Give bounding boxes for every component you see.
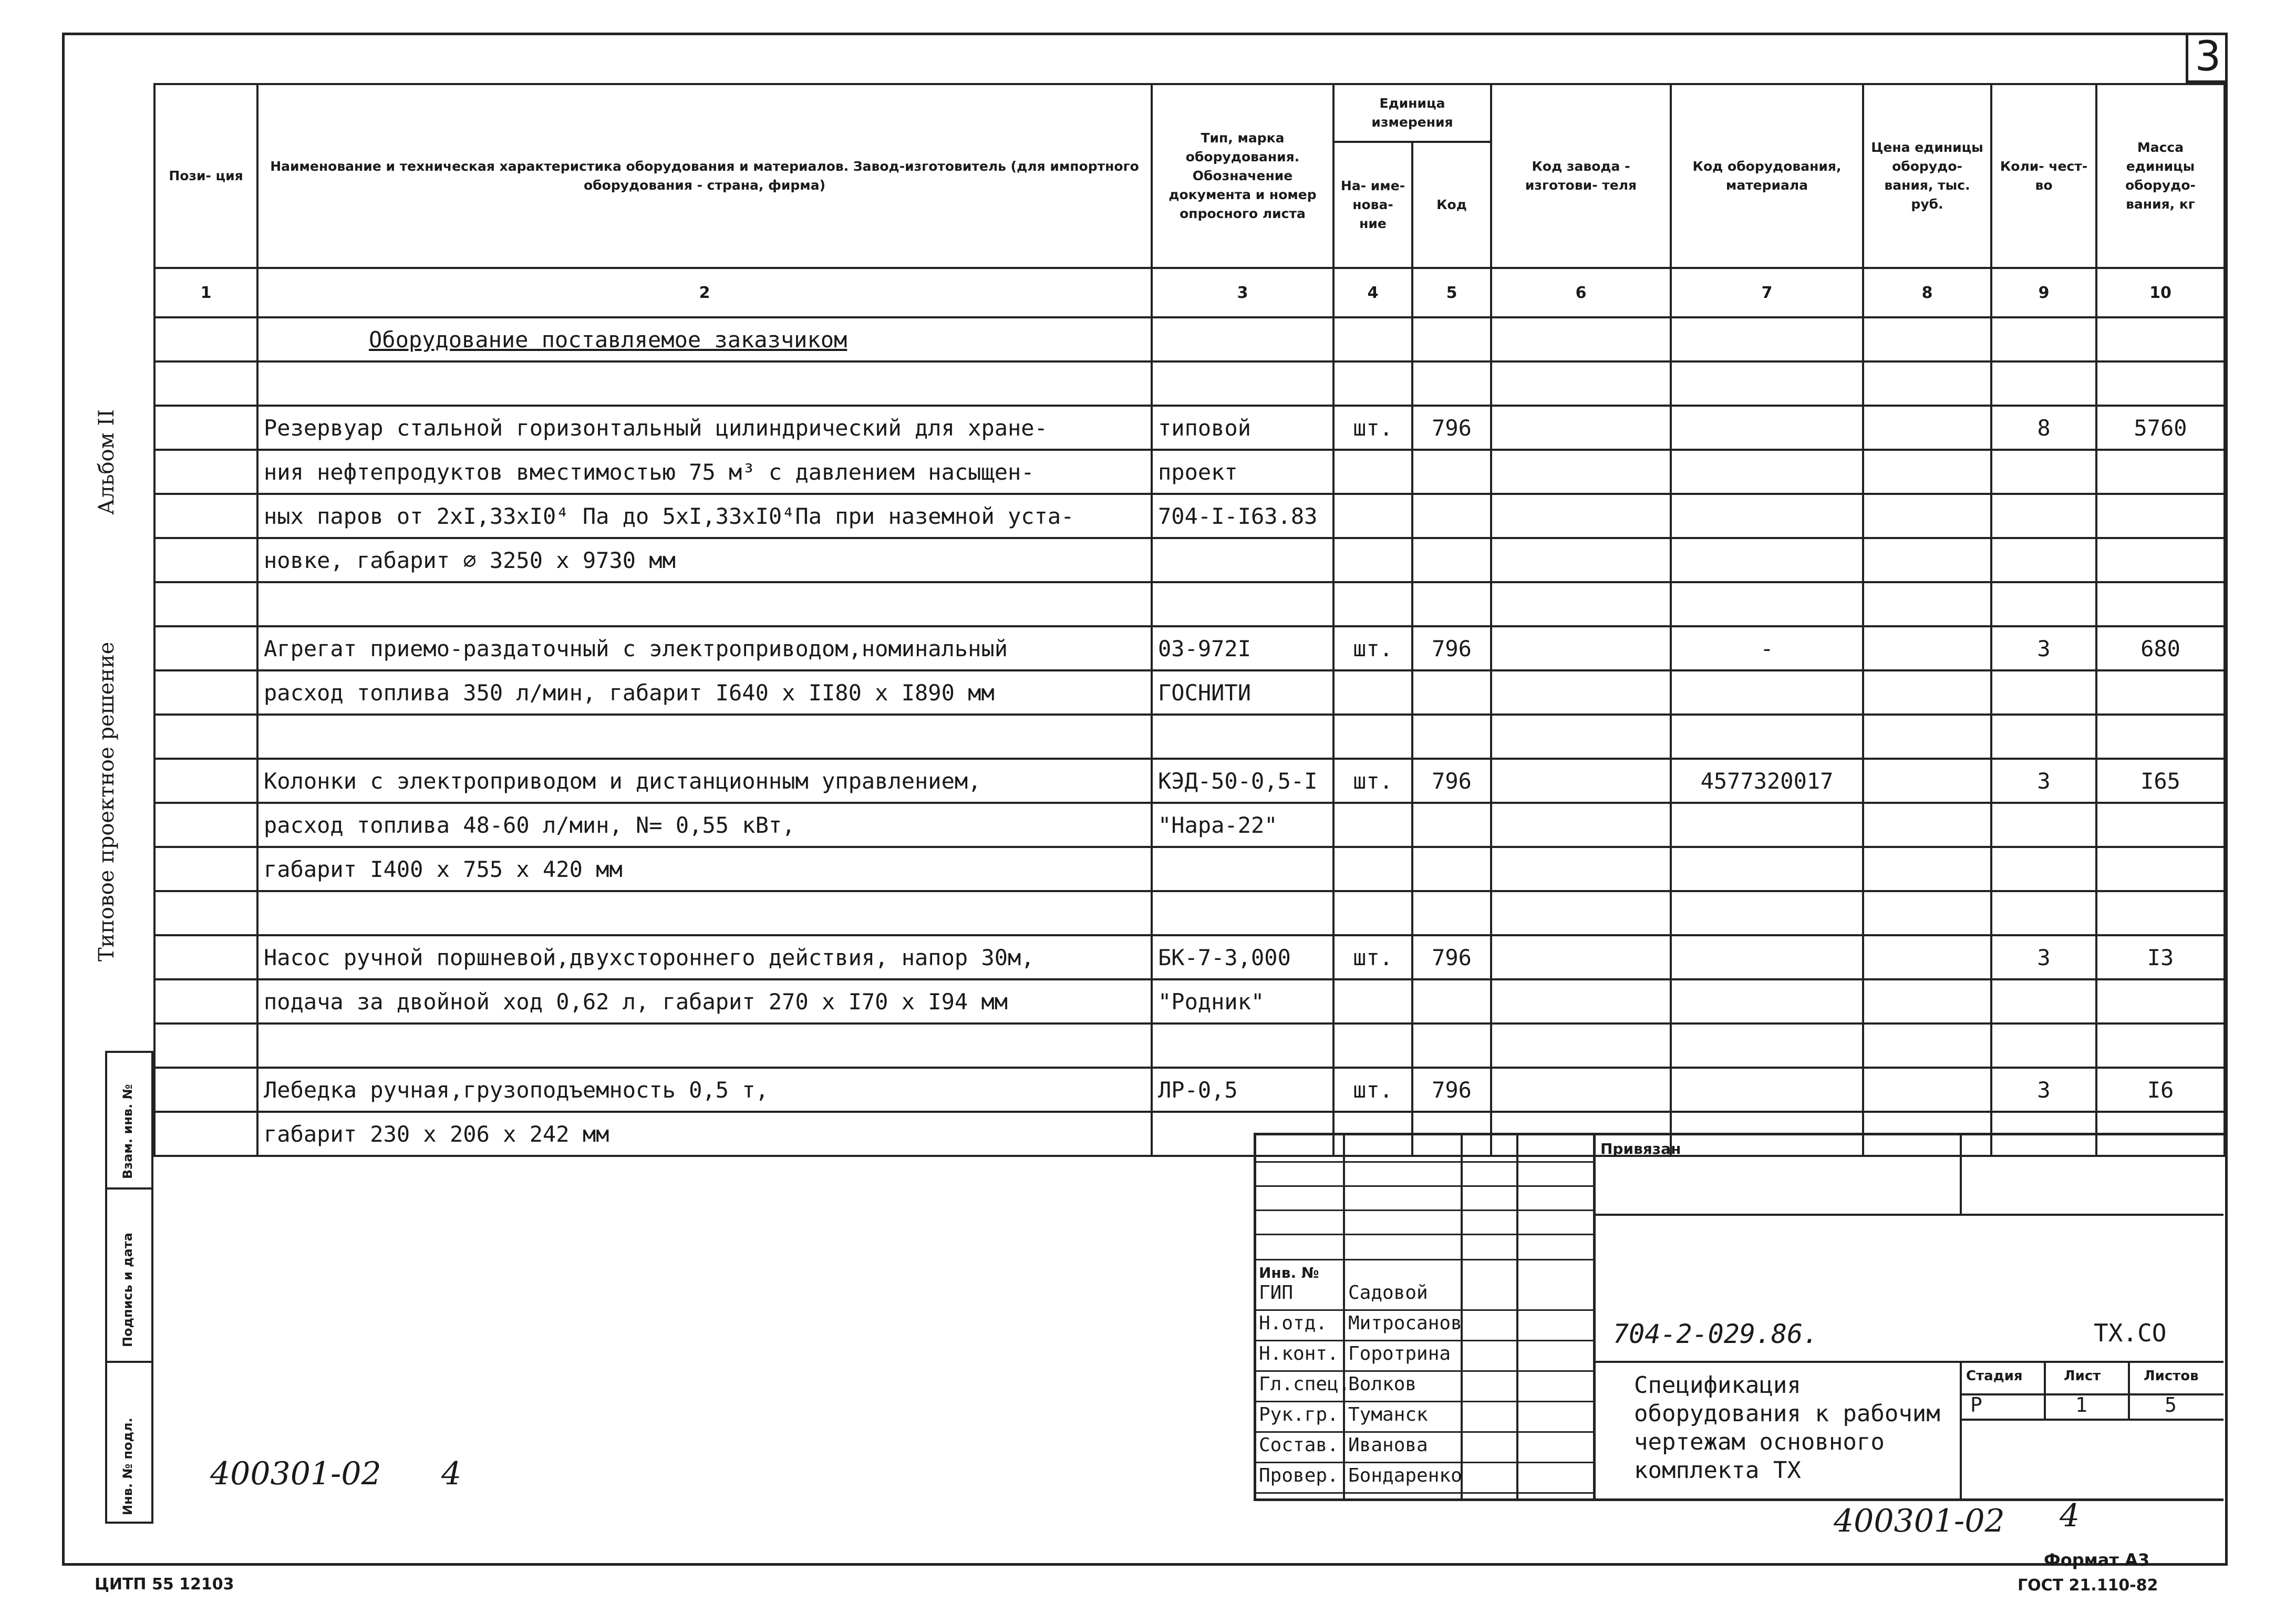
stamp-role: ГИП xyxy=(1259,1282,1294,1304)
row-equipment-code xyxy=(1671,406,1863,450)
row-unit-code xyxy=(1412,891,1491,935)
table-row xyxy=(154,450,2225,494)
stamp-role: Гл.спец. xyxy=(1259,1373,1350,1395)
row-quantity xyxy=(1991,361,2096,406)
document-title: Спецификация оборудования к рабочим чертежам основного комплекта ТХ xyxy=(1634,1372,1940,1484)
inv-orig-label: Инв. № подл. xyxy=(120,1418,135,1515)
table-row xyxy=(154,317,2225,361)
row-type: "Родник" xyxy=(1152,979,1333,1023)
row-equipment-code: 4577320017 xyxy=(1671,759,1863,803)
row-unit-code xyxy=(1412,847,1491,891)
table-row xyxy=(154,935,2225,979)
table-row xyxy=(154,979,2225,1023)
row-type xyxy=(1152,361,1333,406)
row-type: типовой xyxy=(1152,406,1333,450)
row-quantity xyxy=(1991,891,2096,935)
row-quantity: 3 xyxy=(1991,626,2096,670)
stamp-role: Состав. xyxy=(1259,1434,1339,1456)
stamp-role: Н.конт. xyxy=(1259,1343,1339,1364)
row-quantity xyxy=(1991,538,2096,582)
row-mass xyxy=(2096,450,2225,494)
row-equipment-code: - xyxy=(1671,626,1863,670)
header-unit-name: На- име- нова- ние xyxy=(1333,142,1412,268)
row-unit xyxy=(1333,1023,1412,1068)
stamp-name: Туманск xyxy=(1348,1404,1428,1425)
row-unit-code xyxy=(1412,494,1491,538)
row-unit-code: 796 xyxy=(1412,759,1491,803)
row-type xyxy=(1152,317,1333,361)
row-mass xyxy=(2096,847,2225,891)
row-quantity xyxy=(1991,1023,2096,1068)
row-mass: 680 xyxy=(2096,626,2225,670)
table-row xyxy=(154,1068,2225,1112)
doc-mark: ТХ.СО xyxy=(2094,1319,2167,1347)
row-unit xyxy=(1333,582,1412,626)
sheets-value: 5 xyxy=(2165,1393,2177,1416)
format-label: Формат А3 xyxy=(2044,1550,2150,1570)
row-mass xyxy=(2096,891,2225,935)
handwritten-number-right: 400301-02 xyxy=(1834,1503,2005,1539)
row-type: 704-I-I63.83 xyxy=(1152,494,1333,538)
table-row xyxy=(154,715,2225,759)
row-mass: I6 xyxy=(2096,1068,2225,1112)
row-type: 03-972I xyxy=(1152,626,1333,670)
row-unit-code xyxy=(1412,538,1491,582)
stamp-inv-no-label: Инв. № xyxy=(1259,1264,1319,1281)
row-name: Резервуар стальной горизонтальный цилиндрический для хране- xyxy=(257,406,1152,450)
handwritten-mark-left: 4 xyxy=(441,1455,462,1492)
row-type: "Нара-22" xyxy=(1152,803,1333,847)
row-unit-code xyxy=(1412,1023,1491,1068)
row-unit xyxy=(1333,847,1412,891)
sheet-value: 1 xyxy=(2075,1393,2087,1416)
row-mass xyxy=(2096,670,2225,715)
stamp-name: Горотрина xyxy=(1348,1343,1451,1364)
row-type: ГОСНИТИ xyxy=(1152,670,1333,715)
row-equipment-code xyxy=(1671,935,1863,979)
column-numbers-row: 1 2 3 4 5 6 7 8 9 10 xyxy=(154,268,2225,317)
stamp-role: Н.отд. xyxy=(1259,1312,1328,1334)
row-equipment-code xyxy=(1671,1023,1863,1068)
row-equipment-code xyxy=(1671,538,1863,582)
row-equipment-code xyxy=(1671,1068,1863,1112)
row-unit xyxy=(1333,450,1412,494)
row-type xyxy=(1152,715,1333,759)
row-quantity: 3 xyxy=(1991,759,2096,803)
row-quantity: 8 xyxy=(1991,406,2096,450)
stamp-name: Митросанов xyxy=(1348,1312,1462,1334)
row-unit xyxy=(1333,891,1412,935)
row-unit: шт. xyxy=(1333,406,1412,450)
doc-code: 704-2-029.86. xyxy=(1613,1319,1819,1349)
row-unit: шт. xyxy=(1333,935,1412,979)
row-equipment-code xyxy=(1671,803,1863,847)
stamp-name: Садовой xyxy=(1348,1282,1428,1304)
side-label-project: Типовое проектное решение xyxy=(95,642,119,961)
side-label-album: Альбом II xyxy=(95,409,119,515)
row-mass: I3 xyxy=(2096,935,2225,979)
row-name: ных паров от 2хI,33хI0⁴ Па до 5хI,33хI0⁴Па при наземной уста- xyxy=(257,494,1152,538)
row-equipment-code xyxy=(1671,494,1863,538)
inv-replace-label: Взам. инв. № xyxy=(120,1084,135,1179)
row-equipment-code xyxy=(1671,891,1863,935)
row-unit-code: 796 xyxy=(1412,406,1491,450)
row-unit-code xyxy=(1412,361,1491,406)
row-mass xyxy=(2096,538,2225,582)
row-quantity xyxy=(1991,450,2096,494)
header-type: Тип, марка оборудования. Обозначение документа и номер опросного листа xyxy=(1152,84,1333,268)
row-unit-code xyxy=(1412,317,1491,361)
row-type xyxy=(1152,1023,1333,1068)
stamp-role: Провер. xyxy=(1259,1465,1339,1486)
row-name: габарит 230 х 206 х 242 мм xyxy=(257,1112,1152,1156)
table-row xyxy=(154,538,2225,582)
row-unit xyxy=(1333,803,1412,847)
row-unit xyxy=(1333,538,1412,582)
row-unit xyxy=(1333,670,1412,715)
row-unit-code xyxy=(1412,803,1491,847)
row-unit xyxy=(1333,979,1412,1023)
row-unit xyxy=(1333,361,1412,406)
row-equipment-code xyxy=(1671,361,1863,406)
header-price: Цена единицы оборудо- вания, тыс. руб. xyxy=(1863,84,1991,268)
row-equipment-code xyxy=(1671,715,1863,759)
stage-label: Стадия xyxy=(1966,1368,2023,1384)
row-type xyxy=(1152,891,1333,935)
row-name: расход топлива 350 л/мин, габарит I640 х II80 х I890 мм xyxy=(257,670,1152,715)
header-mass: Масса единицы оборудо- вания, кг xyxy=(2096,84,2225,268)
row-unit xyxy=(1333,317,1412,361)
row-name: Насос ручной поршневой,двухстороннего действия, напор 30м, xyxy=(257,935,1152,979)
row-mass xyxy=(2096,317,2225,361)
row-unit: шт. xyxy=(1333,1068,1412,1112)
row-quantity xyxy=(1991,803,2096,847)
row-mass xyxy=(2096,715,2225,759)
row-type: КЭД-50-0,5-I xyxy=(1152,759,1333,803)
sheet-mark: 3 xyxy=(2186,33,2228,83)
row-type: БК-7-3,000 xyxy=(1152,935,1333,979)
row-unit xyxy=(1333,715,1412,759)
row-mass xyxy=(2096,979,2225,1023)
stage-value: Р xyxy=(1970,1393,1982,1416)
header-position: Пози- ция xyxy=(154,84,257,268)
row-quantity xyxy=(1991,979,2096,1023)
table-row xyxy=(154,759,2225,803)
footer-right: ГОСТ 21.110-82 xyxy=(2018,1576,2158,1595)
row-name: Лебедка ручная,грузоподъемность 0,5 т, xyxy=(257,1068,1152,1112)
row-mass xyxy=(2096,803,2225,847)
row-quantity xyxy=(1991,317,2096,361)
header-name: Наименование и техническая характеристика оборудования и материалов. Завод-изготовитель (для импортного оборудования - страна, фирма) xyxy=(257,84,1152,268)
row-unit: шт. xyxy=(1333,626,1412,670)
row-equipment-code xyxy=(1671,317,1863,361)
header-equipment-code: Код оборудования, материала xyxy=(1671,84,1863,268)
row-quantity xyxy=(1991,847,2096,891)
row-name: расход топлива 48-60 л/мин, N= 0,55 кВт, xyxy=(257,803,1152,847)
row-name xyxy=(257,361,1152,406)
row-quantity xyxy=(1991,494,2096,538)
row-equipment-code xyxy=(1671,450,1863,494)
table-row xyxy=(154,494,2225,538)
table-row xyxy=(154,361,2225,406)
specification-table xyxy=(153,83,2226,1157)
row-name: ния нефтепродуктов вместимостью 75 м³ с давлением насыщен- xyxy=(257,450,1152,494)
row-name: новке, габарит ∅ 3250 х 9730 мм xyxy=(257,538,1152,582)
header-unit-group: Единица измерения xyxy=(1333,84,1491,142)
table-row xyxy=(154,406,2225,450)
stamp-name: Иванова xyxy=(1348,1434,1428,1456)
row-unit-code xyxy=(1412,715,1491,759)
sheets-label: Листов xyxy=(2144,1368,2199,1384)
row-unit: шт. xyxy=(1333,759,1412,803)
row-unit xyxy=(1333,494,1412,538)
table-row xyxy=(154,847,2225,891)
row-name: Агрегат приемо-раздаточный с электроприводом,номинальный xyxy=(257,626,1152,670)
row-unit-code xyxy=(1412,450,1491,494)
handwritten-number-left: 400301-02 xyxy=(210,1455,381,1492)
row-name: габарит I400 х 755 х 420 мм xyxy=(257,847,1152,891)
stamp-name: Волков xyxy=(1348,1373,1417,1395)
row-mass xyxy=(2096,1023,2225,1068)
header-factory-code: Код завода - изготови- теля xyxy=(1491,84,1671,268)
row-name: подача за двойной ход 0,62 л, габарит 270 х I70 х I94 мм xyxy=(257,979,1152,1023)
row-unit-code xyxy=(1412,582,1491,626)
row-type xyxy=(1152,582,1333,626)
row-name: Колонки с электроприводом и дистанционным управлением, xyxy=(257,759,1152,803)
handwritten-mark-right: 4 xyxy=(2060,1497,2080,1534)
footer-left: ЦИТП 55 12103 xyxy=(95,1575,234,1594)
row-name xyxy=(257,1023,1152,1068)
row-type: проект xyxy=(1152,450,1333,494)
table-row xyxy=(154,626,2225,670)
sheet-label: Лист xyxy=(2064,1368,2101,1384)
row-mass xyxy=(2096,361,2225,406)
header-unit-code: Код xyxy=(1412,142,1491,268)
row-mass: 5760 xyxy=(2096,406,2225,450)
left-strip xyxy=(105,1051,153,1524)
row-equipment-code xyxy=(1671,582,1863,626)
row-unit-code: 796 xyxy=(1412,1068,1491,1112)
stamp-name: Бондаренко xyxy=(1348,1465,1462,1486)
stamp-role: Рук.гр. xyxy=(1259,1404,1339,1425)
row-quantity xyxy=(1991,670,2096,715)
row-equipment-code xyxy=(1671,670,1863,715)
row-unit-code xyxy=(1412,670,1491,715)
row-name xyxy=(257,582,1152,626)
row-name xyxy=(257,715,1152,759)
row-equipment-code xyxy=(1671,979,1863,1023)
row-type xyxy=(1152,538,1333,582)
row-mass xyxy=(2096,582,2225,626)
row-equipment-code xyxy=(1671,847,1863,891)
row-name: Оборудование поставляемое заказчиком xyxy=(257,317,1152,361)
row-unit-code xyxy=(1412,979,1491,1023)
row-mass xyxy=(2096,494,2225,538)
row-quantity: 3 xyxy=(1991,1068,2096,1112)
row-quantity xyxy=(1991,715,2096,759)
row-type: ЛР-0,5 xyxy=(1152,1068,1333,1112)
row-quantity xyxy=(1991,582,2096,626)
row-unit-code: 796 xyxy=(1412,626,1491,670)
row-mass: I65 xyxy=(2096,759,2225,803)
header-quantity: Коли- чест- во xyxy=(1991,84,2096,268)
table-row xyxy=(154,891,2225,935)
sign-date-label: Подпись и дата xyxy=(120,1233,135,1347)
table-row xyxy=(154,1023,2225,1068)
table-row xyxy=(154,582,2225,626)
row-name xyxy=(257,891,1152,935)
row-type xyxy=(1152,847,1333,891)
row-unit-code: 796 xyxy=(1412,935,1491,979)
stamp-tied-label: Привязан xyxy=(1600,1140,1681,1157)
table-row xyxy=(154,670,2225,715)
table-row xyxy=(154,803,2225,847)
row-quantity: 3 xyxy=(1991,935,2096,979)
